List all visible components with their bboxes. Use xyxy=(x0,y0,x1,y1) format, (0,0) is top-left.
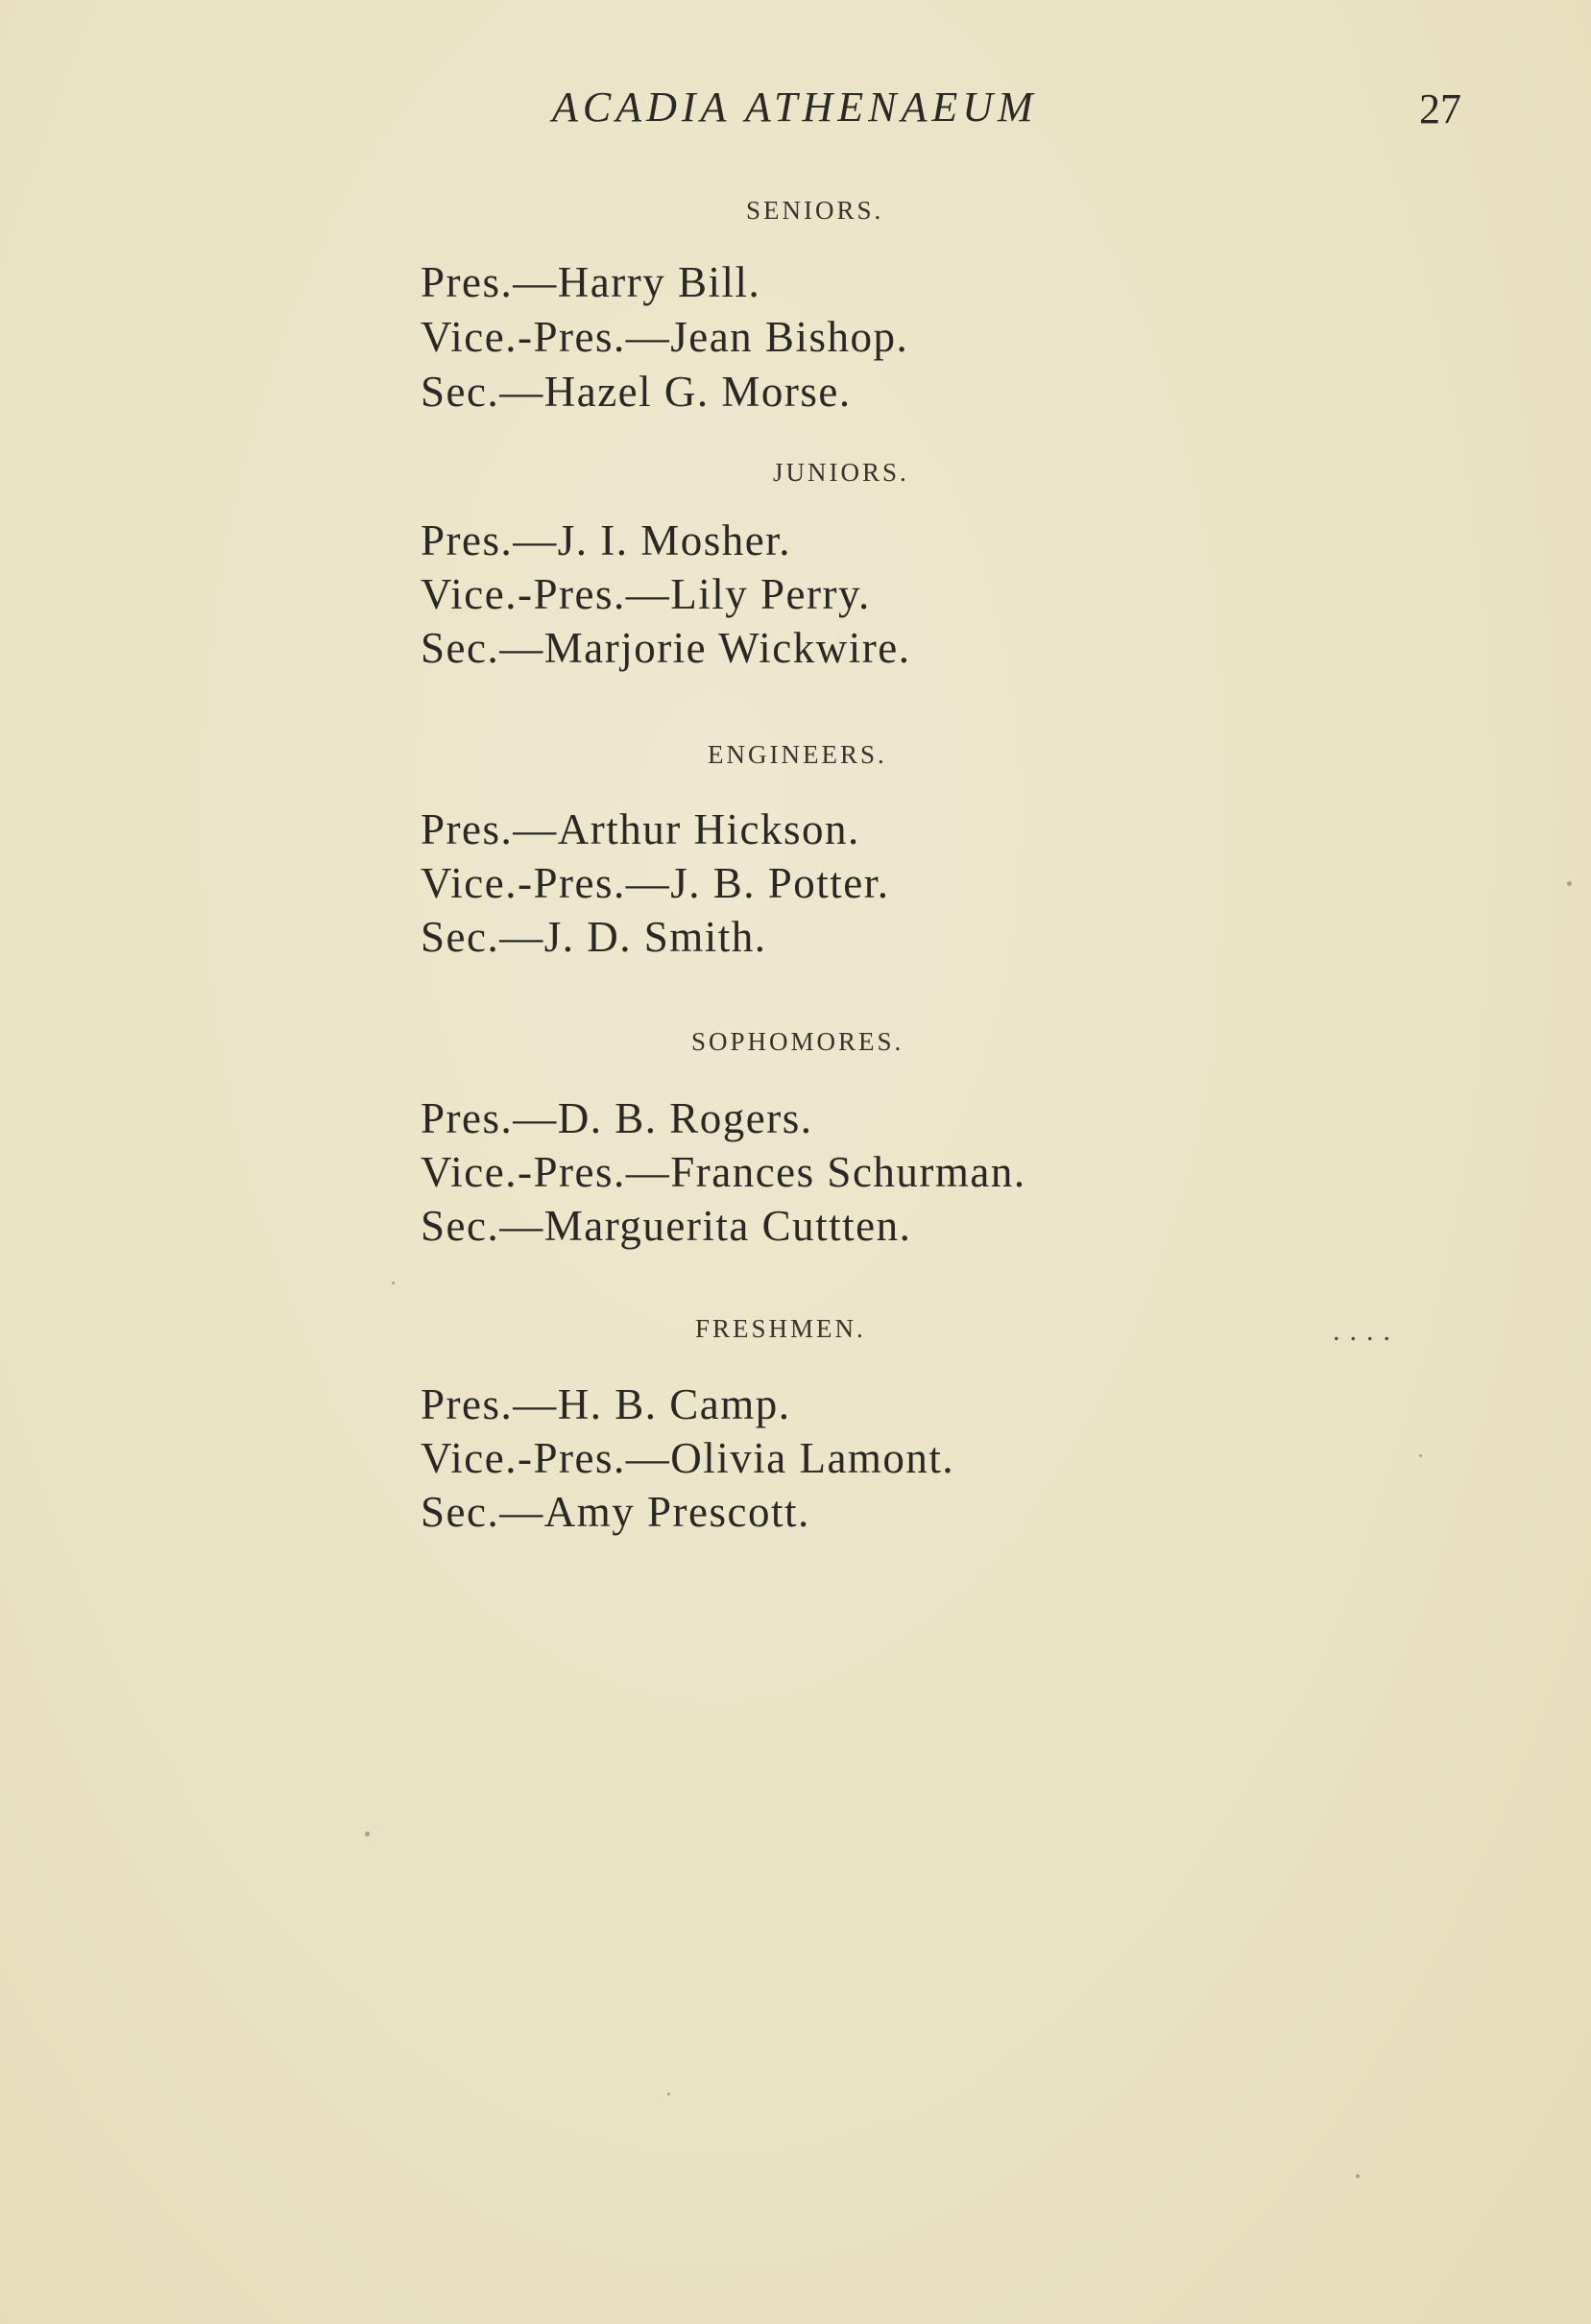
juniors-vice-president: Vice.-Pres.—Lily Perry. xyxy=(421,570,871,618)
juniors-president: Pres.—J. I. Mosher. xyxy=(421,516,791,564)
paper-speck xyxy=(392,1282,395,1284)
paper-speck xyxy=(365,1832,370,1836)
seniors-vice-president: Vice.-Pres.—Jean Bishop. xyxy=(421,313,909,361)
sophomores-president: Pres.—D. B. Rogers. xyxy=(421,1094,813,1142)
seniors-president: Pres.—Harry Bill. xyxy=(421,258,761,306)
sophomores-secretary: Sec.—Marguerita Cuttten. xyxy=(421,1202,912,1250)
margin-dots: .... xyxy=(1333,1315,1400,1347)
section-heading-seniors: SENIORS. xyxy=(746,196,884,225)
engineers-secretary: Sec.—J. D. Smith. xyxy=(421,913,767,961)
paper-speck xyxy=(1419,1454,1422,1457)
seniors-secretary: Sec.—Hazel G. Morse. xyxy=(421,368,852,416)
section-heading-engineers: ENGINEERS. xyxy=(708,740,887,769)
section-heading-sophomores: SOPHOMORES. xyxy=(691,1027,904,1056)
paper-speck xyxy=(1567,881,1572,886)
freshmen-vice-president: Vice.-Pres.—Olivia Lamont. xyxy=(421,1434,955,1482)
freshmen-president: Pres.—H. B. Camp. xyxy=(421,1380,791,1428)
paper-speck xyxy=(667,2093,670,2096)
section-heading-juniors: JUNIORS. xyxy=(773,458,909,487)
section-heading-freshmen: FRESHMEN. xyxy=(695,1314,866,1343)
page-number: 27 xyxy=(1419,85,1461,132)
sophomores-vice-president: Vice.-Pres.—Frances Schurman. xyxy=(421,1148,1026,1196)
engineers-vice-president: Vice.-Pres.—J. B. Potter. xyxy=(421,859,890,907)
engineers-president: Pres.—Arthur Hickson. xyxy=(421,805,860,853)
running-title: ACADIA ATHENAEUM xyxy=(552,84,1038,131)
juniors-secretary: Sec.—Marjorie Wickwire. xyxy=(421,624,911,672)
freshmen-secretary: Sec.—Amy Prescott. xyxy=(421,1488,810,1536)
paper-speck xyxy=(1356,2174,1360,2178)
